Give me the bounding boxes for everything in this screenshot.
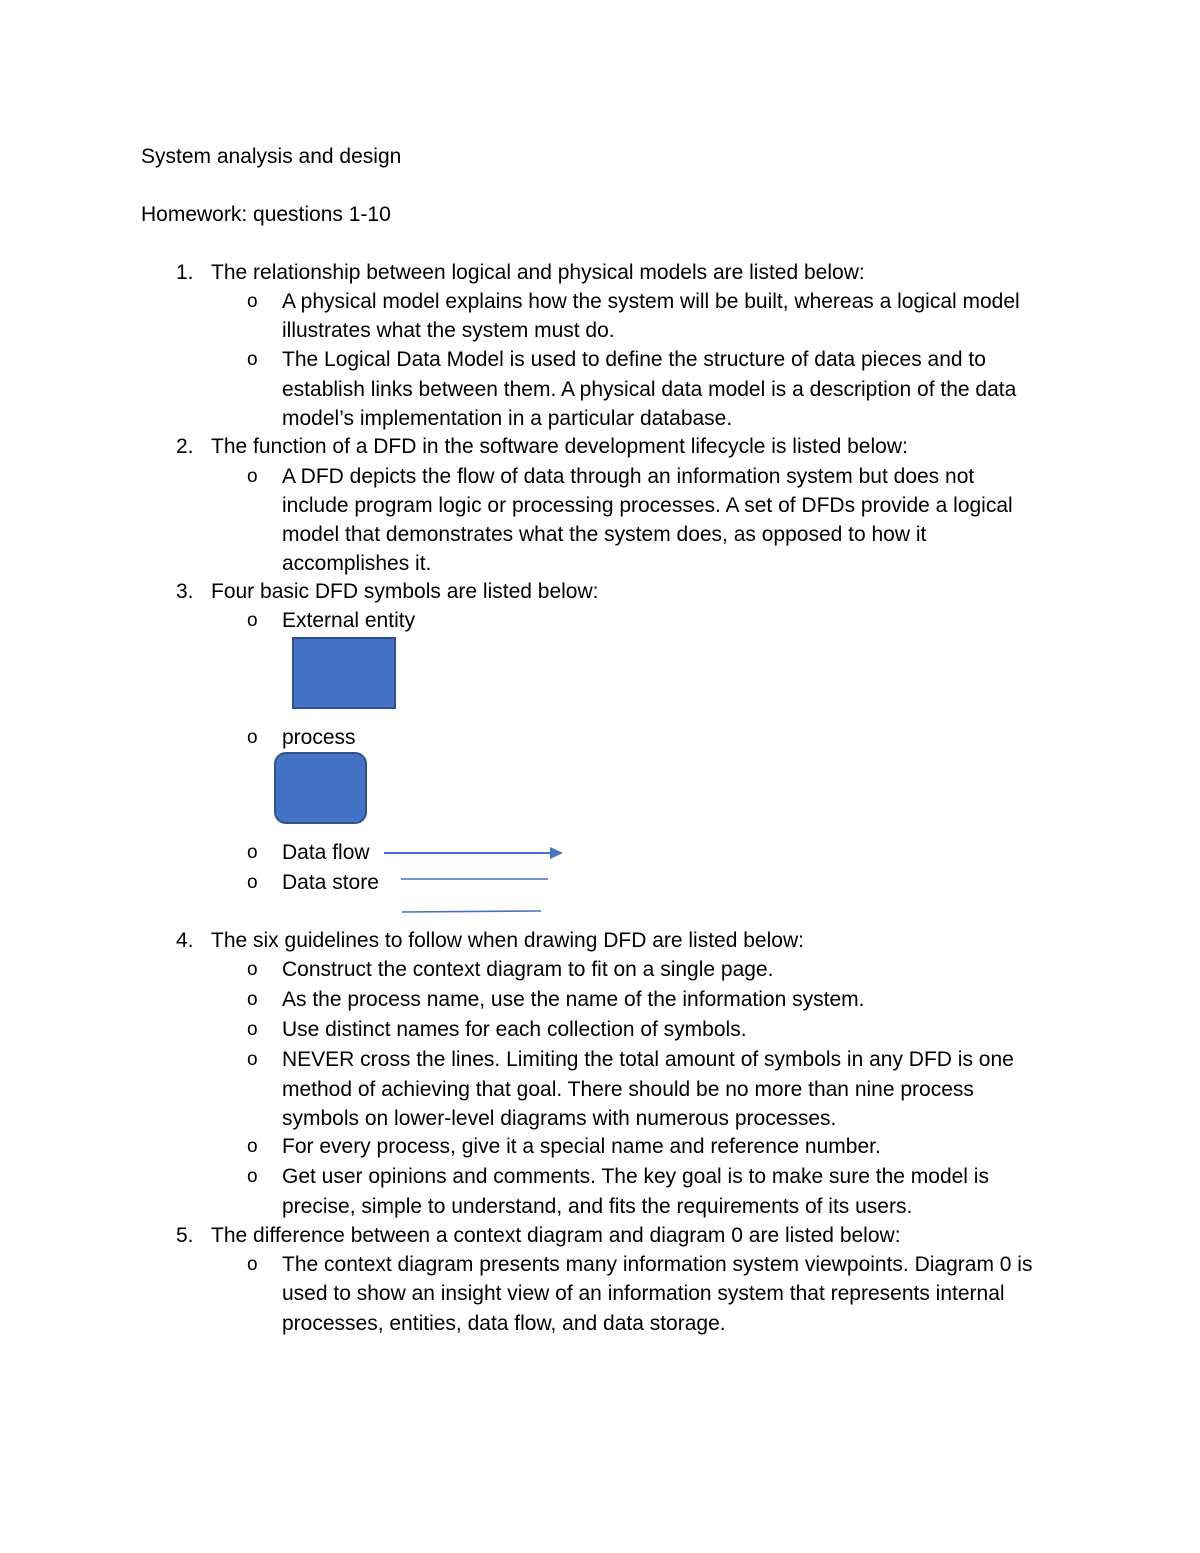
q2-bullet1-line4: accomplishes it.: [282, 552, 432, 575]
q1-bullet2-line3: model’s implementation in a particular database.: [282, 407, 733, 430]
q4-bullet5: For every process, give it a special name and reference number.: [282, 1135, 881, 1158]
q4-bullet1: Construct the context diagram to fit on a single page.: [282, 958, 774, 981]
q1-text: The relationship between logical and physical models are listed below:: [211, 261, 865, 284]
q5-bullet1-line1: The context diagram presents many information system viewpoints. Diagram 0 is: [282, 1253, 1033, 1276]
q4-bullet4-line2: method of achieving that goal. There should be no more than nine process: [282, 1078, 974, 1101]
q5-bullet1-line3: processes, entities, data flow, and data storage.: [282, 1312, 726, 1335]
process-symbol: [274, 752, 367, 824]
q4-text: The six guidelines to follow when drawing DFD are listed below:: [211, 929, 804, 952]
q4-bullet6-line2: precise, simple to understand, and fits the requirements of its users.: [282, 1195, 913, 1218]
external-entity-symbol: [292, 637, 396, 709]
bullet-marker: o: [247, 349, 258, 370]
q3-number: 3.: [176, 580, 194, 603]
bullet-marker: o: [247, 1049, 258, 1070]
bullet-marker: o: [247, 842, 258, 863]
symbol-label-external-entity: External entity: [282, 609, 416, 632]
q1-bullet2-line1: The Logical Data Model is used to define the structure of data pieces and to: [282, 348, 986, 371]
symbol-label-data-flow: Data flow: [282, 841, 370, 864]
symbol-label-process: process: [282, 726, 356, 749]
q1-number: 1.: [176, 261, 194, 284]
q4-bullet3: Use distinct names for each collection of symbols.: [282, 1018, 747, 1041]
q1-bullet1-line1: A physical model explains how the system will be built, whereas a logical model: [282, 290, 1020, 313]
q4-bullet4-line3: symbols on lower-level diagrams with numerous processes.: [282, 1107, 837, 1130]
bullet-marker: o: [247, 727, 258, 748]
bullet-marker: o: [247, 1166, 258, 1187]
q4-number: 4.: [176, 929, 194, 952]
bullet-marker: o: [247, 1254, 258, 1275]
q5-number: 5.: [176, 1224, 194, 1247]
q4-bullet6-line1: Get user opinions and comments. The key goal is to make sure the model is: [282, 1165, 989, 1188]
q2-bullet1-line1: A DFD depicts the flow of data through an information system but does not: [282, 465, 975, 488]
q1-bullet2-line2: establish links between them. A physical data model is a description of the data: [282, 378, 1017, 401]
q1-bullet1-line2: illustrates what the system must do.: [282, 319, 615, 342]
symbol-label-data-store: Data store: [282, 871, 379, 894]
data-store-symbol: [401, 879, 548, 912]
bullet-marker: o: [247, 291, 258, 312]
q5-text: The difference between a context diagram and diagram 0 are listed below:: [211, 1224, 901, 1247]
q2-number: 2.: [176, 435, 194, 458]
bullet-marker: o: [247, 989, 258, 1010]
bullet-marker: o: [247, 872, 258, 893]
homework-heading: Homework: questions 1-10: [141, 203, 391, 226]
bullet-marker: o: [247, 610, 258, 631]
bullet-marker: o: [247, 1136, 258, 1157]
q2-bullet1-line3: model that demonstrates what the system does, as opposed to how it: [282, 523, 927, 546]
bullet-marker: o: [247, 466, 258, 487]
bullet-marker: o: [247, 1019, 258, 1040]
q2-bullet1-line2: include program logic or processing processes. A set of DFDs provide a logical: [282, 494, 1013, 517]
q4-bullet4-line1: NEVER cross the lines. Limiting the total amount of symbols in any DFD is one: [282, 1048, 1014, 1071]
q3-text: Four basic DFD symbols are listed below:: [211, 580, 599, 603]
q5-bullet1-line2: used to show an insight view of an information system that represents internal: [282, 1282, 1005, 1305]
bullet-marker: o: [247, 959, 258, 980]
q2-text: The function of a DFD in the software development lifecycle is listed below:: [211, 435, 908, 458]
document-title: System analysis and design: [141, 145, 402, 168]
q4-bullet2: As the process name, use the name of the information system.: [282, 988, 865, 1011]
data-flow-arrow-symbol: [384, 847, 563, 859]
